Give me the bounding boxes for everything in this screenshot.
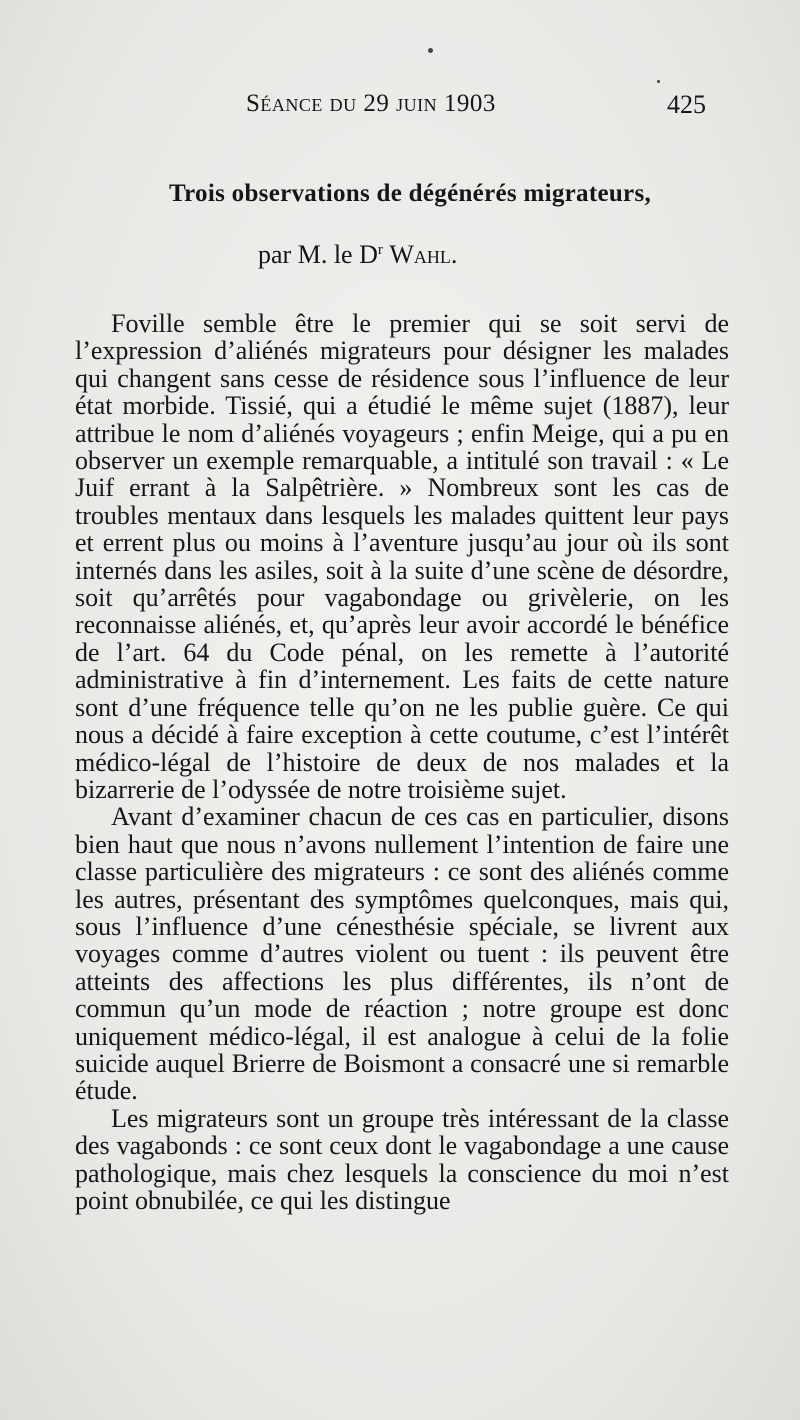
paragraph: Avant d’examiner chacun de ces cas en particulier, disons bien haut que nous n’avons nullement l’intention de faire une classe particulière des migrateurs : ce sont des aliénés comme les autres, présentant des symptômes quelconques, mais qui, sous l’influence d’une cénesthésie spéciale, se livrent aux voyages comme d’autres violent ou tuent : ils peuvent être atteints des affections les plus différentes, ils n’ont de commun qu’un mode de réaction ; notre groupe est donc uniquement médico-légal, il est analogue à celui de la folie suicide auquel Brierre de Boismont a consacré une si remarble étude. (75, 802, 729, 1106)
paragraph: Foville semble être le premier qui se soit servi de l’expression d’aliénés migrateurs pour désigner les malades qui changent sans cesse de résidence sous l’influence de leur état morbide. Tissié, qui a étudié le même sujet (1887), leur attribue le nom d’aliénés voyageurs ; enfin Meige, qui a pu en observer un exemple remarquable, a intitulé son travail : « Le Juif errant à la Salpêtrière. » Nombreux sont les cas de troubles mentaux dans lesquels les malades quittent leur pays et errent plus ou moins à l’aventure jusqu’au jour où ils sont internés dans les asiles, soit à la suite d’une scène de désordre, soit qu’arrêtés pour vagabondage ou grivèlerie, on les reconnaisse aliénés, et, qu’après leur avoir accordé le bénéfice de l’art. 64 du Code pénal, on les remette à l’autorité administrative à fin d’internement. Les faits de cette nature sont d’une fréquence telle qu’on ne les publie guère. Ce qui nous a décidé à faire exception à cette coutume, c’est l’intérêt médico-légal de l’histoire de deux de nos malades et la bizarrerie de l’odyssée de notre troisième sujet. (75, 309, 729, 804)
running-head-title (246, 90, 496, 118)
ink-speck (657, 80, 660, 83)
article-title: Trois observations de dégénérés migrateurs, (168, 180, 652, 207)
page-number: 425 (667, 90, 706, 119)
running-head-date: 29 juin 1903 (363, 90, 496, 117)
paragraph: Les migrateurs sont un groupe très intéressant de la classe des vagabonds : ce sont ceux dont le vagabondage a une cause pathologique, mais chez lesquels la conscience du moi n’est point obnubilée, ce qui les distingue (75, 1103, 729, 1215)
article-body (75, 310, 729, 1214)
running-head-prefix: Séance du (246, 90, 364, 117)
byline-prefix: par M. le D (258, 240, 378, 269)
ink-speck (428, 48, 433, 53)
byline-superscript: r (377, 242, 383, 258)
byline-author: Wahl. (389, 240, 458, 269)
running-head (0, 90, 800, 124)
byline (258, 240, 457, 270)
